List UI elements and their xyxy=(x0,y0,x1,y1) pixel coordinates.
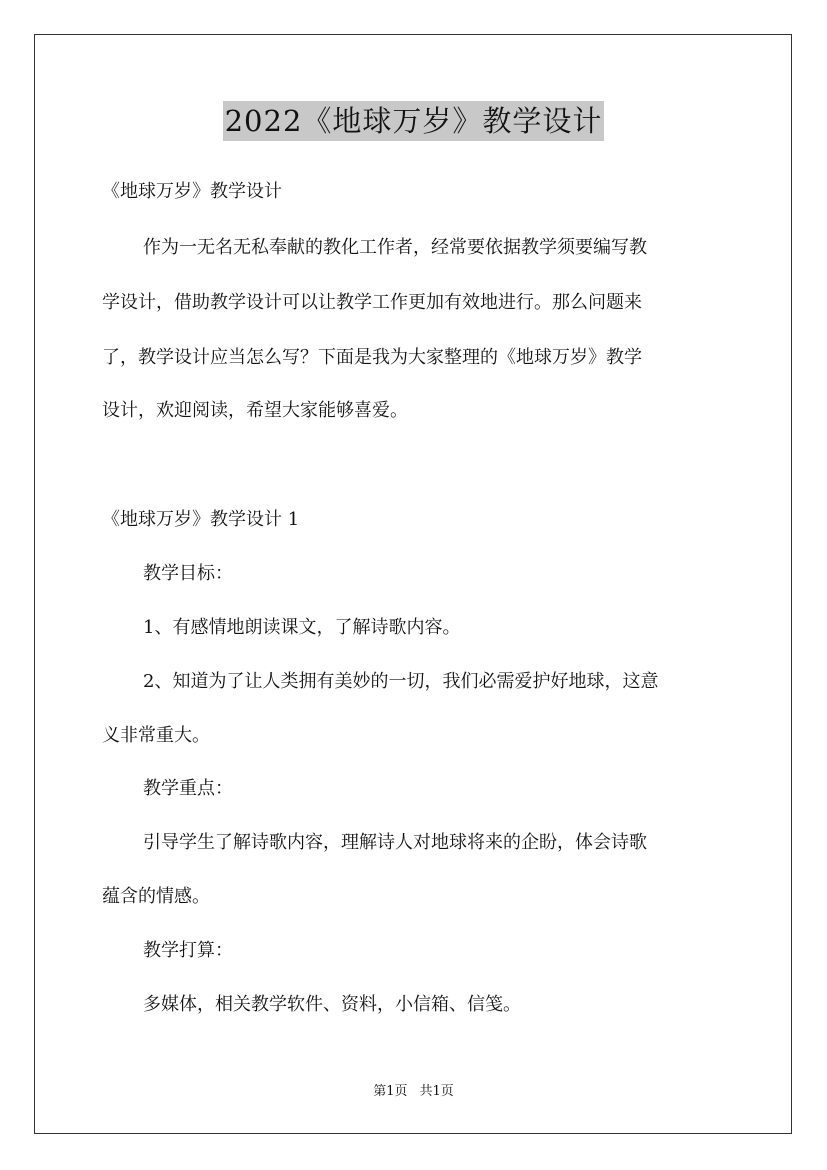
intro-line-1: 作为一无名无私奉献的教化工作者，经常要依据教学须要编写教 xyxy=(143,237,647,258)
page-number: 第1页 xyxy=(373,1084,408,1099)
document-subtitle: 《地球万岁》教学设计 xyxy=(102,181,282,202)
goal-2-line-2: 义非常重大。 xyxy=(102,725,210,746)
prep-text: 多媒体，相关教学软件、资料，小信箱、信笺。 xyxy=(143,994,521,1015)
page-total: 共1页 xyxy=(419,1084,454,1099)
focus-line-1: 引导学生了解诗歌内容，理解诗人对地球将来的企盼，体会诗歌 xyxy=(143,832,647,853)
goal-1: 1、有感情地朗读课文，了解诗歌内容。 xyxy=(143,617,461,638)
prep-heading: 教学打算： xyxy=(143,940,233,961)
goals-heading: 教学目标： xyxy=(143,563,233,584)
focus-heading: 教学重点： xyxy=(143,778,233,799)
focus-line-2: 蕴含的情感。 xyxy=(102,886,210,907)
intro-line-3: 了，教学设计应当怎么写？下面是我为大家整理的《地球万岁》教学 xyxy=(102,347,642,368)
intro-line-4: 设计，欢迎阅读，希望大家能够喜爱。 xyxy=(102,400,408,421)
intro-line-2: 学设计，借助教学设计可以让教学工作更加有效地进行。那么问题来 xyxy=(102,292,642,313)
document-title: 2022《地球万岁》教学设计 xyxy=(223,101,605,141)
goal-2-line-1: 2、知道为了让人类拥有美妙的一切，我们必需爱护好地球，这意 xyxy=(143,671,659,692)
section-heading: 《地球万岁》教学设计 1 xyxy=(102,509,300,530)
title-container xyxy=(0,101,827,141)
page-footer xyxy=(0,1084,827,1100)
